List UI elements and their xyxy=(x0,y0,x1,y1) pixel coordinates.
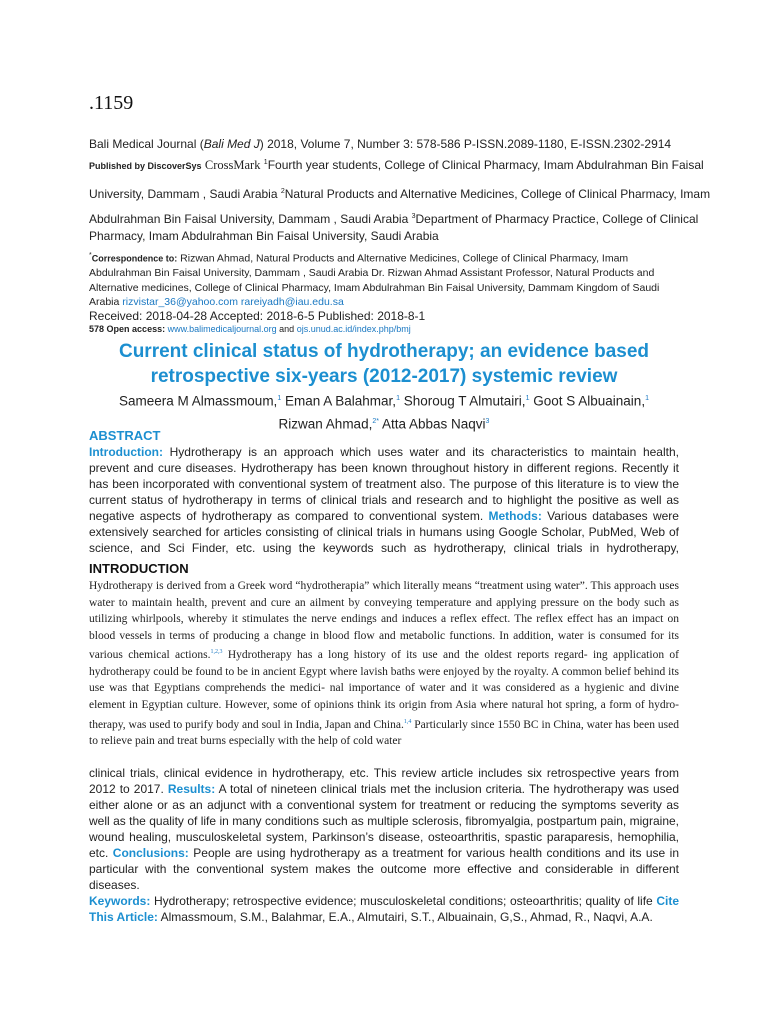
correspondence-line-1: *Correspondence to: Rizwan Ahmad, Natural Products and Alternative Medicines, College of Clinical Pharmacy, Imam xyxy=(89,252,629,265)
affiliation-line-2: University, Dammam , Saudi Arabia $^2$Natural Products and Alternative Medicines, College of Clinical Pharmacy, Imam xyxy=(89,187,711,201)
abstract-heading: ABSTRACT xyxy=(89,428,161,443)
affiliation-line-4: Pharmacy, Imam Abdulrahman Bin Faisal University, Saudi Arabia xyxy=(89,229,439,243)
author-name: Eman A Balahmar, xyxy=(284,393,397,409)
crossmark-logo[interactable]: CrossMark xyxy=(204,158,261,172)
introduction-text: Hydrotherapy is derived from a Greek word “hydrotherapia” which literally means “treatment using water”. This approach uses water to maintain health, prevent and cure an ailment by conveying temperature and applying pressure on the body such as utilizing whirlpools, whereby it stimulates the nerve endings and induces a reflex effect. The reflex effect has an impact on blood vessels in terms of producing a change in blood flow and metabolic functions. In addition, water is consumed for its various chemical actions.$^{1,2,3}$ Hydrotherapy has a long history of its use and the oldest reports regard- ing application of hydrotherapy could be found to be in ancient Egypt where lavish baths were enjoyed by the royalty. A common belief behind its use was that Egyptians comprehends the medici- nal importance of water and it was considered as a hygienic and divine element in Egyptian culture. However, some of opinions think its origin from Asia where natural hot spring, a form of hydro- therapy, was used to purify body and soul in India, Japan and China.$^{1,4}$ Particularly since 1550 BC in China, water has been used to relieve pain and treat burns especially with the help of cold water xyxy=(89,580,679,747)
dates-line: Received: 2018-04-28 Accepted: 2018-6-5 Published: 2018-8-1 xyxy=(89,309,426,323)
introduction-heading: INTRODUCTION xyxy=(89,561,189,576)
correspondence-line-4: Arabia rizvistar_36@yahoo.com rareiyadh@iau.edu.sa xyxy=(89,296,344,308)
author-name: Sameera M Almassmoum, xyxy=(119,393,278,409)
doi-fragment: .1159 xyxy=(89,92,134,114)
email-link-2[interactable]: rareiyadh@iau.edu.sa xyxy=(240,296,344,308)
journal-website-link[interactable]: www.balimedicaljournal.org xyxy=(167,324,277,334)
publisher-affiliation-line-1: Published by DiscoverSys CrossMark $^1$Fourth year students, College of Clinical Pharmacy, Imam Abdulrahman Bin Faisal xyxy=(89,158,704,172)
ojs-link[interactable]: ojs.unud.ac.id/index.php/bmj xyxy=(296,324,411,334)
journal-citation-line: Bali Medical Journal (Bali Med J) 2018, Volume 7, Number 3: 578-586 P-ISSN.2089-1180, E-ISSN.2302-2914 xyxy=(89,137,672,151)
author-name: Atta Abbas Naqvi xyxy=(381,416,486,431)
affiliation-line-3: Abdulrahman Bin Faisal University, Dammam , Saudi Arabia $^3$Department of Pharmacy Practice, College of Clinical xyxy=(89,212,699,226)
correspondence-line-2: Abdulrahman Bin Faisal University, Dammam , Saudi Arabia Dr. Rizwan Ahmad Assistant Professor, Natural Products and xyxy=(89,267,655,279)
abstract-part-2: clinical trials, clinical evidence in hydrotherapy, etc. This review article includes six retrospective years from 2012 to 2017. Results: A total of nineteen clinical trials met the inclusion criteria. The hydrotherapy was used either alone or as an adjunct with a conventional system for treatment or reducing the symptoms severity as well as the quality of life in many conditions such as multiple sclerosis, fibromyalgia, postpartum pain, migraine, wound healing, musculoskeletal system, Parkinson’s disease, osteoarthritis, spastic paraparesis, hemophilia, etc. Conclusions: People are using hydrotherapy as a treatment for various health conditions and its use in particular with the conventional system makes the outcome more effective and considerable in different diseases. Keywords: Hydrotherapy; retrospective evidence; musculoskeletal conditions; osteoarthritis; quality of life Cite This Article: Almassmoum, S.M., Balahmar, E.A., Almutairi, S.T., Albuainain, G,S., Ahmad, R., Naqvi, A.A. xyxy=(89,766,680,924)
email-link-1[interactable]: rizvistar_36@yahoo.com xyxy=(122,296,238,308)
article-title: Current clinical status of hydrotherapy; an evidence based retrospective six-years (2012-2017) systemic review xyxy=(118,341,650,387)
author-name: Shoroug T Almutairi, xyxy=(403,393,526,409)
correspondence-line-3: Alternative medicines, College of Clinical Pharmacy, Imam Abdulrahman Bin Faisal University, Dammam Kingdom of Saudi xyxy=(89,282,660,294)
author-list: Sameera M Almassmoum,$^1$ Eman A Balahmar,$^1$ Shoroug T Almutairi,$^1$ Goot S Albuainain,$^1$ Rizwan Ahmad,$^{2*}$ Atta Abbas Naqvi$^3$ xyxy=(119,393,649,431)
author-name: Goot S Albuainain, xyxy=(533,393,646,409)
author-name: Rizwan Ahmad, xyxy=(278,416,373,431)
abstract-part-1: Introduction: Hydrotherapy is an approach which uses water and its characteristics to maintain health, prevent and cure diseases. Hydrotherapy has been known throughout history in different regions. Recently it has been incorporated with conventional system of treatment also. The purpose of this literature is to view the current status of hydrotherapy in terms of clinical trials and research and to highlight the positive as well as negative aspects of hydrotherapy as compared to conventional system. Methods: Various databases were extensively searched for articles consisting of clinical trials in humans using Google Scholar, PubMed, Web of science, and Sci Finder, etc. using the keywords such as hydrotherapy, clinical trials in hydrotherapy, xyxy=(89,445,679,555)
open-access-line: 578 Open access: www.balimedicaljournal.org and ojs.unud.ac.id/index.php/bmj xyxy=(89,324,411,334)
